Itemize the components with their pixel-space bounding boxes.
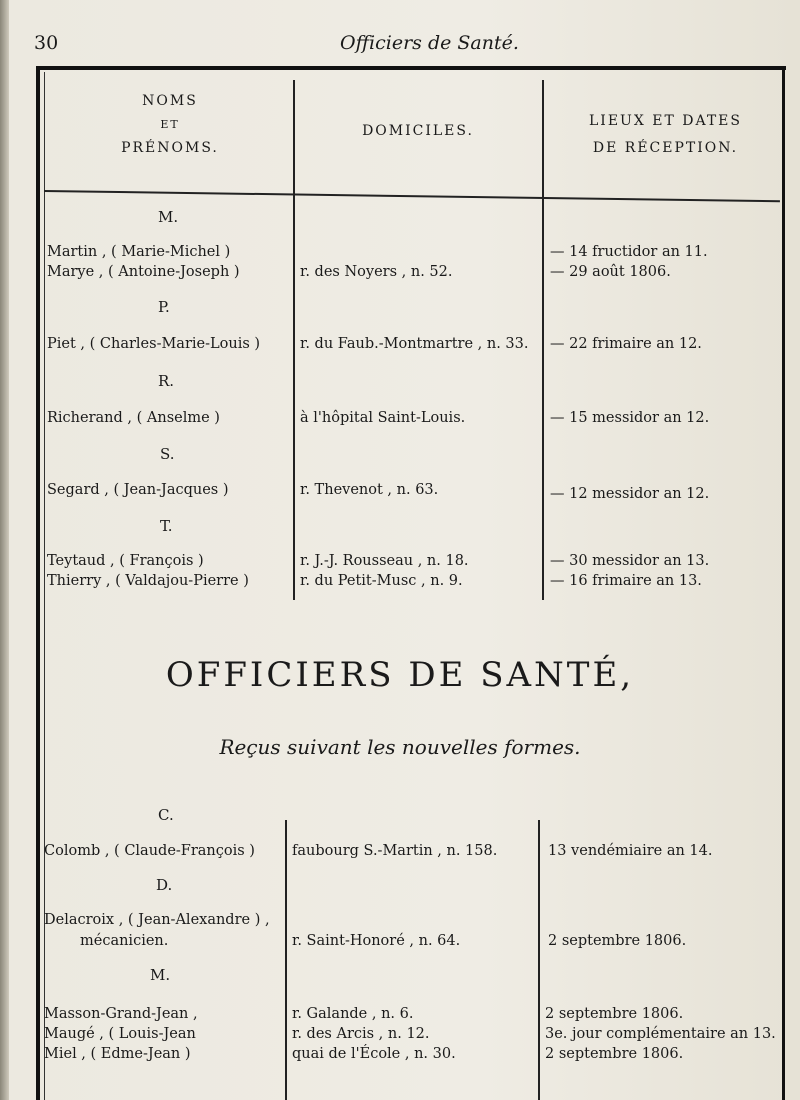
section-title: OFFICIERS DE SANTÉ, (165, 655, 635, 695)
row-date: — 16 frimaire an 13. (550, 573, 702, 589)
header-reception-line2: DE RÉCEPTION. (592, 139, 739, 156)
row-date: — 12 messidor an 12. (550, 486, 710, 502)
header-names (50, 88, 290, 162)
row-name: Teytaud , ( François ) (47, 553, 204, 569)
table-row (0, 336, 800, 358)
letter-heading: M. (150, 966, 171, 984)
table-row (0, 933, 800, 955)
row-domicile: r. J.-J. Rousseau , n. 18. (300, 553, 469, 569)
letter-heading: T. (160, 517, 173, 535)
table-row (0, 1046, 800, 1068)
table-row (0, 264, 800, 286)
row-date: 13 vendémiaire an 14. (548, 843, 713, 859)
table-row (0, 843, 800, 865)
running-head (0, 30, 800, 56)
row-domicile: r. Thevenot , n. 63. (300, 482, 439, 498)
header-rule (44, 190, 780, 202)
row-name: mécanicien. (80, 933, 169, 949)
letter-heading: D. (156, 876, 173, 894)
row-date: 2 septembre 1806. (545, 1006, 684, 1022)
row-date: 2 septembre 1806. (545, 1046, 684, 1062)
row-date: — 30 messidor an 13. (550, 553, 710, 569)
row-domicile: r. du Petit-Musc , n. 9. (300, 573, 463, 589)
row-name: Marye , ( Antoine-Joseph ) (47, 264, 240, 280)
row-name: Miel , ( Edme-Jean ) (44, 1046, 191, 1062)
row-domicile: r. Saint-Honoré , n. 64. (292, 933, 461, 949)
row-date: 2 septembre 1806. (548, 933, 687, 949)
row-date: — 14 fructidor an 11. (550, 244, 708, 260)
header-reception-line1: LIEUX ET DATES (589, 113, 742, 129)
header-names-line2: ET (160, 117, 180, 131)
row-name: Segard , ( Jean-Jacques ) (47, 482, 229, 498)
table-row (0, 912, 800, 934)
letter-heading: M. (158, 208, 179, 226)
table-row (0, 410, 800, 432)
row-date: — 29 août 1806. (550, 264, 671, 280)
letter-heading: P. (158, 298, 170, 316)
letter-heading: R. (158, 372, 175, 390)
row-name: Piet , ( Charles-Marie-Louis ) (47, 336, 261, 352)
row-domicile: quai de l'École , n. 30. (292, 1046, 456, 1062)
row-domicile: r. des Noyers , n. 52. (300, 264, 453, 280)
row-domicile: r. du Faub.-Montmartre , n. 33. (300, 336, 529, 352)
header-names-line1: NOMS (142, 93, 198, 109)
row-name: Masson-Grand-Jean , (44, 1006, 198, 1022)
row-date: — 22 frimaire an 12. (550, 336, 702, 352)
row-domicile: à l'hôpital Saint-Louis. (300, 410, 466, 426)
row-name: Thierry , ( Valdajou-Pierre ) (47, 573, 249, 589)
row-domicile: faubourg S.-Martin , n. 158. (292, 843, 498, 859)
header-domiciles: DOMICILES. (362, 123, 474, 139)
table-row (0, 1026, 800, 1048)
table-row (0, 244, 800, 266)
row-domicile: r. Galande , n. 6. (292, 1006, 414, 1022)
row-name: Colomb , ( Claude-François ) (44, 843, 255, 859)
table-row (0, 482, 800, 504)
table-row (0, 573, 800, 595)
table-row (0, 1006, 800, 1028)
table-row (0, 553, 800, 575)
header-reception (548, 108, 783, 161)
section-subtitle: Reçus suivant les nouvelles formes. (219, 735, 581, 759)
row-name: Delacroix , ( Jean-Alexandre ) , (44, 912, 270, 928)
row-name: Martin , ( Marie-Michel ) (47, 244, 231, 260)
running-title: Officiers de Santé. (340, 32, 519, 54)
page-number: 30 (34, 32, 59, 54)
row-date: — 15 messidor an 12. (550, 410, 710, 426)
letter-heading: C. (158, 806, 174, 824)
letter-heading: S. (160, 445, 175, 463)
row-name: Richerand , ( Anselme ) (47, 410, 220, 426)
row-date: 3e. jour complémentaire an 13. (545, 1026, 776, 1042)
row-domicile: r. des Arcis , n. 12. (292, 1026, 430, 1042)
table-top-rule (36, 66, 786, 70)
row-name: Maugé , ( Louis-Jean (44, 1026, 196, 1042)
header-names-line3: PRÉNOMS. (121, 140, 219, 157)
